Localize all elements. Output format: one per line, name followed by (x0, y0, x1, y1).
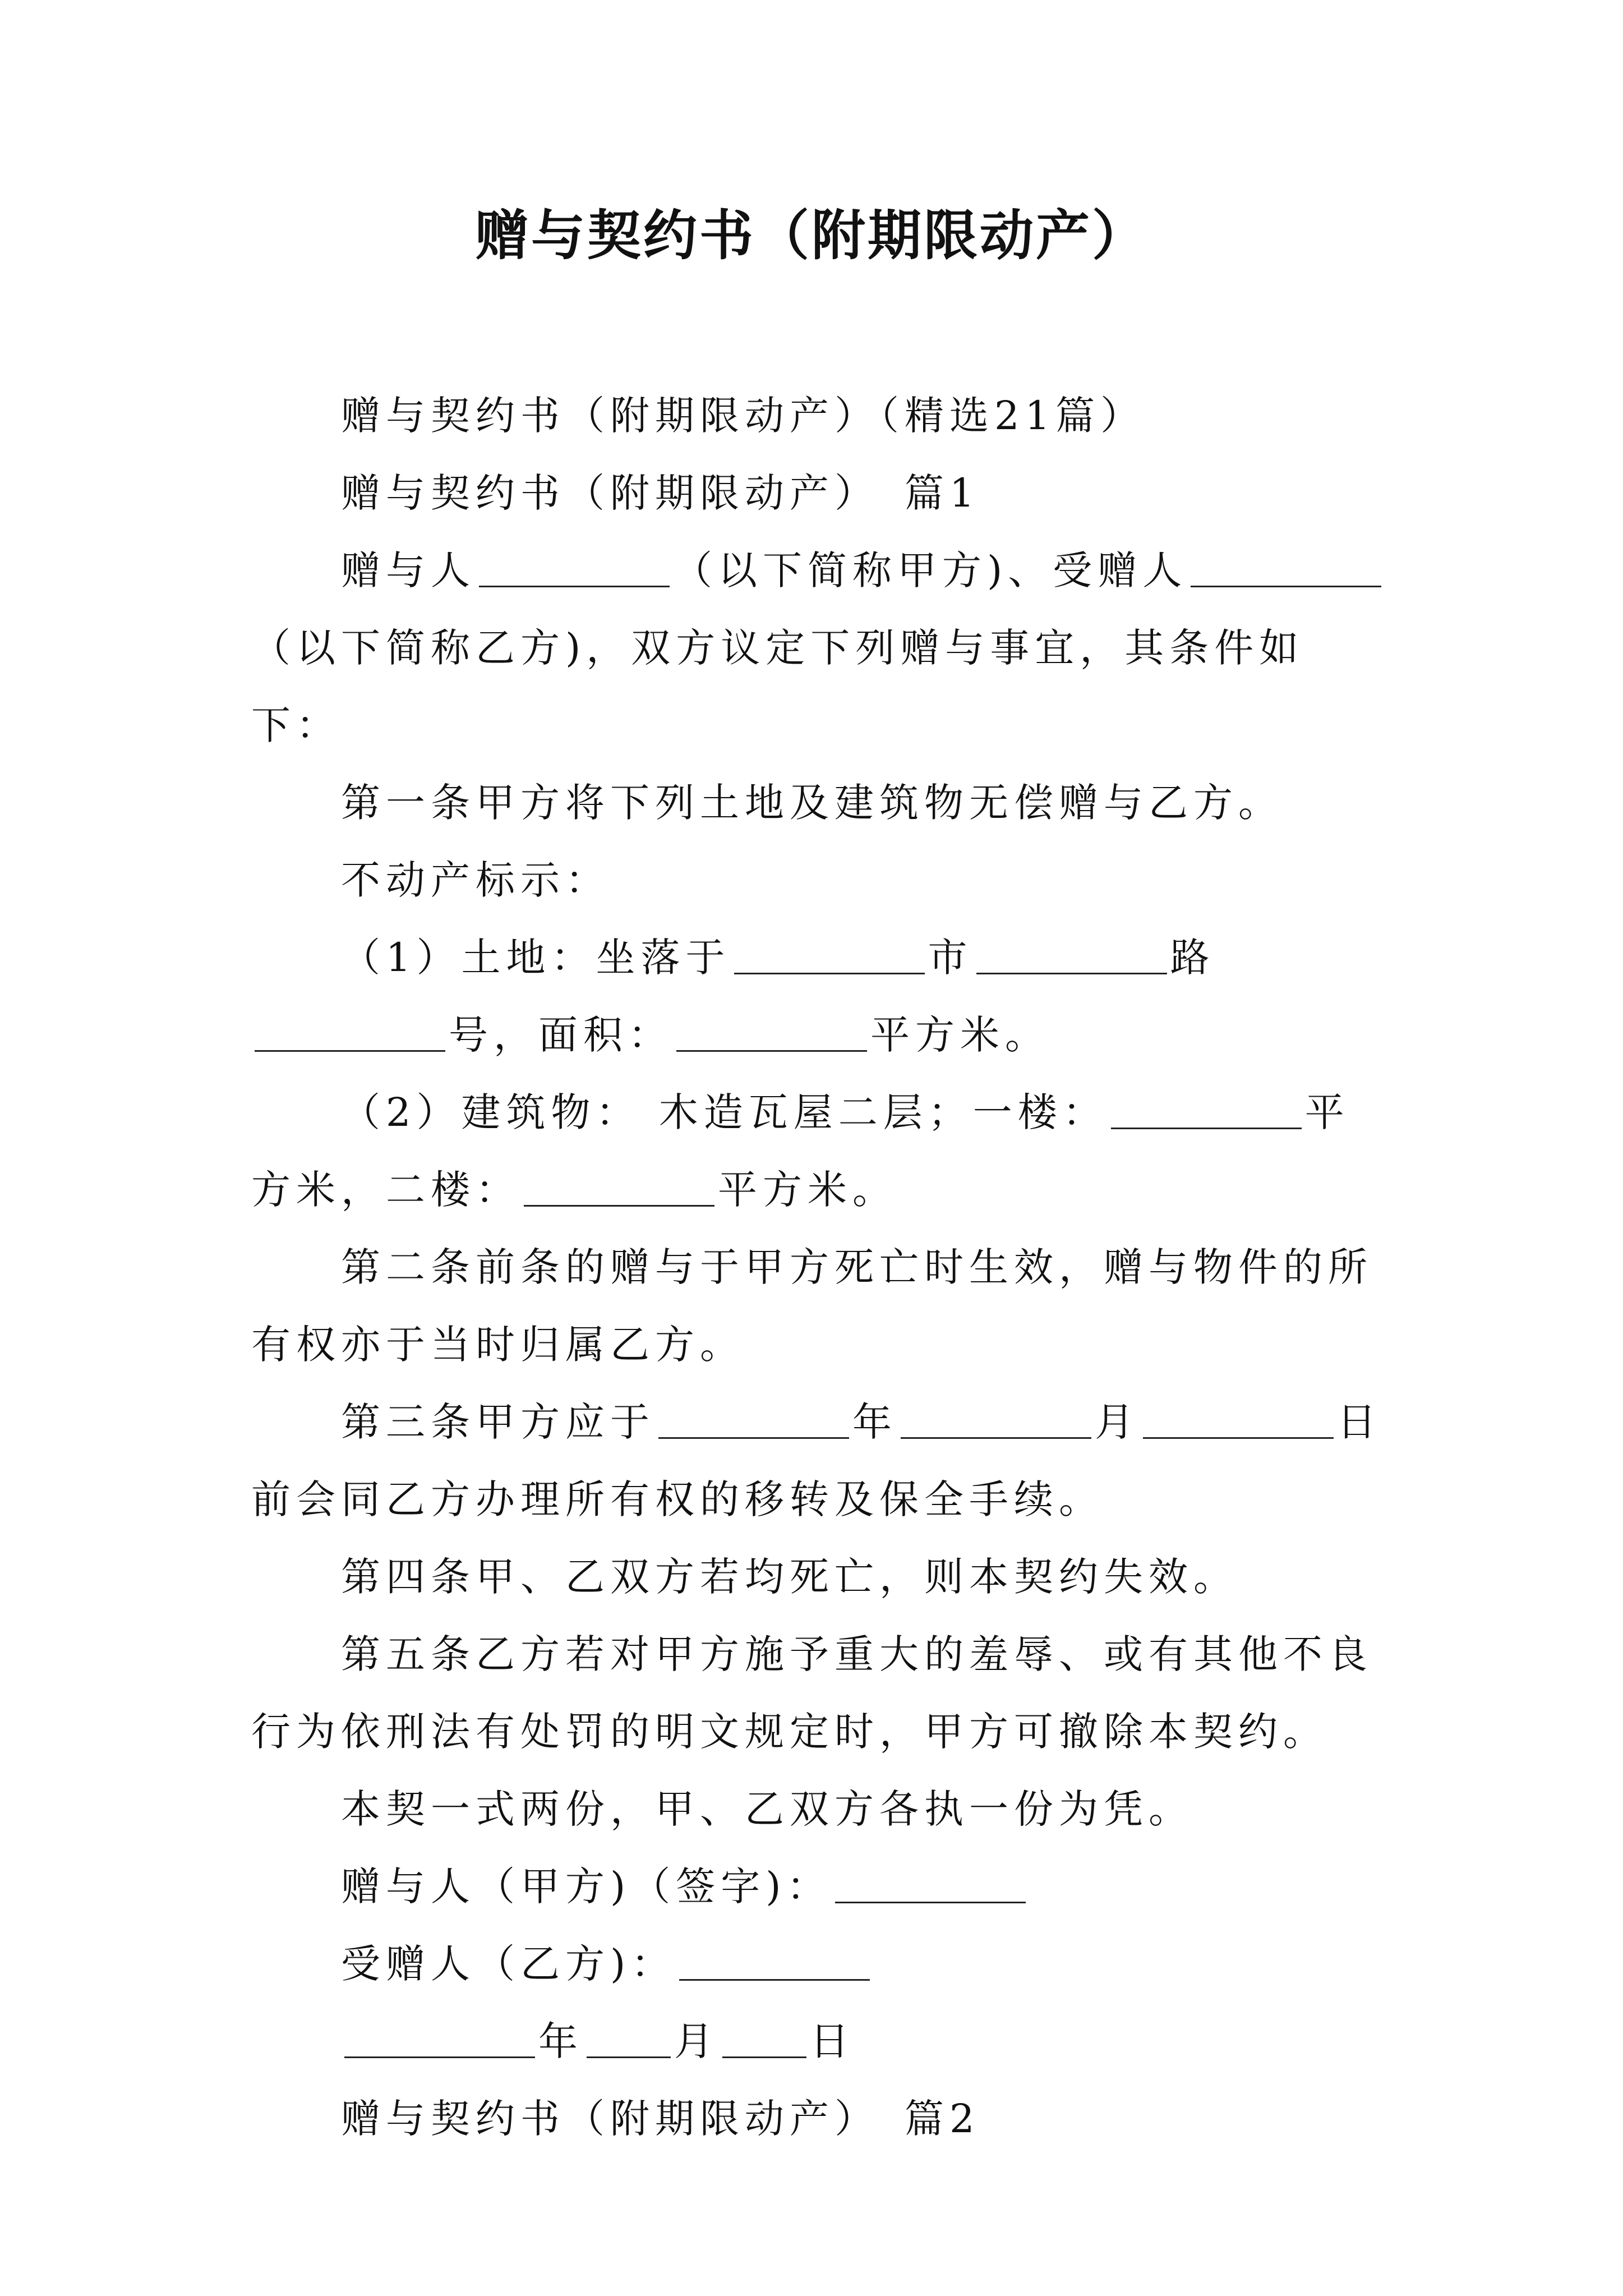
art3-year-label: 年 (852, 1399, 897, 1445)
date-day-blank (722, 2023, 806, 2058)
date-year-blank (344, 2023, 535, 2058)
subtitle: 赠与契约书（附期限动产）（精选21篇） (341, 393, 1146, 439)
property-label: 不动产标示： (341, 857, 610, 903)
building-label: （2）建筑物： 木造瓦屋二层；一楼： (341, 1089, 1108, 1135)
floor2-blank (524, 1171, 714, 1207)
art3-month-blank (901, 1404, 1091, 1439)
part2-heading: 赠与契约书（附期限动产） 篇2 (341, 2096, 980, 2142)
article-5: 第五条乙方若对甲方施予重大的羞辱、或有其他不良行为依刑法有处罚的明文规定时，甲方可撤除本契约。 (251, 1631, 1373, 1755)
donee-signature-blank (679, 1945, 870, 1981)
land-location-label: （1）土地：坐落于 (341, 935, 731, 981)
floor2-label: 平方米，二楼： (251, 1089, 1350, 1213)
article-3 (251, 1383, 1389, 1538)
date-year-label: 年 (538, 2018, 583, 2064)
donor-blank (479, 552, 670, 587)
document-title: 赠与契约书（附期限动产） (475, 204, 1148, 267)
donee-signature-label: 受赠人（乙方)： (341, 1941, 676, 1987)
date-month-blank (587, 2023, 671, 2058)
land-road-label: 路 (1170, 935, 1215, 981)
art3-tail: 日前会同乙方办理所有权的移转及保全手续。 (251, 1399, 1382, 1522)
land-area-unit: 平方米。 (870, 1012, 1050, 1058)
donor-signature-blank (835, 1868, 1026, 1903)
donor-label: 赠与人 (341, 547, 476, 593)
article-4: 第四条甲、乙双方若均死亡，则本契约失效。 (341, 1554, 1238, 1600)
document-body (251, 377, 1389, 2157)
donee-signature-line (251, 1925, 1389, 2003)
donor-signature-line (251, 1848, 1389, 1925)
land-number-blank (255, 1016, 445, 1052)
part1-heading: 赠与契约书（附期限动产） 篇1 (341, 470, 980, 516)
floor1-blank (1111, 1094, 1302, 1129)
art3-year-blank (658, 1404, 849, 1439)
land-area-blank (676, 1016, 867, 1052)
donor-signature-label: 赠与人（甲方)（签字)： (341, 1864, 832, 1910)
article-1: 第一条甲方将下列土地及建筑物无偿赠与乙方。 (341, 780, 1283, 826)
floor2-unit: 平方米。 (718, 1167, 897, 1213)
date-day-label: 日 (810, 2018, 855, 2064)
land-city-label: 市 (928, 935, 973, 981)
parties-tail: （以下简称乙方)，双方议定下列赠与事宜，其条件如下： (251, 625, 1304, 748)
land-city-blank (734, 939, 925, 974)
art3-day-blank (1143, 1404, 1334, 1439)
date-line (251, 2003, 1389, 2080)
building-item (251, 1074, 1389, 1228)
donee-label: （以下简称甲方)、受赠人 (673, 547, 1188, 593)
land-item (251, 919, 1389, 1074)
article-2: 第二条前条的赠与于甲方死亡时生效，赠与物件的所有权亦于当时归属乙方。 (251, 1244, 1373, 1368)
copies-clause: 本契一式两份，甲、乙双方各执一份为凭。 (341, 1786, 1193, 1832)
parties-paragraph (251, 532, 1389, 764)
land-road-blank (976, 939, 1167, 974)
art3-month-label: 月 (1095, 1399, 1140, 1445)
art3-label: 第三条甲方应于 (341, 1399, 655, 1445)
donee-blank (1191, 552, 1381, 587)
land-area-label: 号，面积： (449, 1012, 673, 1058)
date-month-label: 月 (674, 2018, 719, 2064)
